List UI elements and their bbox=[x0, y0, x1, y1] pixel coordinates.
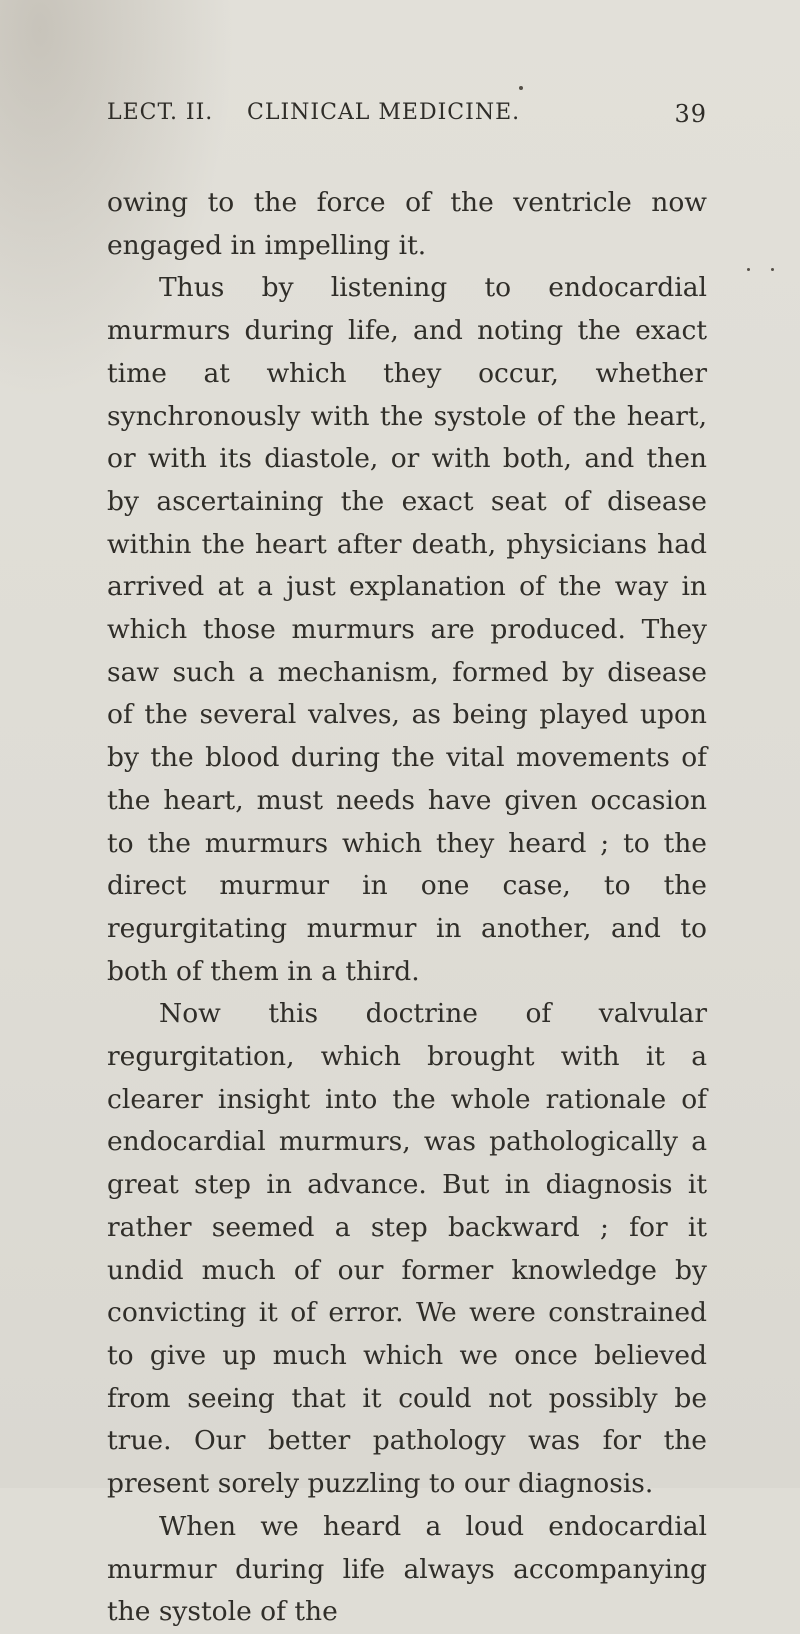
body-text bbox=[107, 182, 707, 1634]
book-title: CLINICAL MEDICINE. bbox=[247, 100, 521, 125]
ink-speck bbox=[747, 268, 750, 271]
page-number: 39 bbox=[674, 100, 707, 128]
paragraph-continuation: owing to the force of the ventricle now engaged in impelling it. bbox=[107, 187, 707, 261]
paragraph: Now this doctrine of valvular regurgitation, which brought with it a clearer insight into the whole rationale of endocardial murmurs, was pathologically a great step in advance. But in diagnosis it rather seemed a step backward ; for it undid much of our former knowledge by convicting it of error. We were constrained to give up much which we once believed from seeing that it could not possibly be true. Our better pathology was for the present sorely puzzling to our diagnosis. bbox=[107, 998, 707, 1500]
running-head bbox=[107, 100, 707, 140]
ink-speck bbox=[519, 86, 523, 90]
paragraph: When we heard a loud endocardial murmur during life always accompanying the systole of the bbox=[107, 1510, 707, 1628]
ink-speck bbox=[771, 268, 774, 271]
paragraph: Thus by listening to endocardial murmurs during life, and noting the exact time at which they occur, whether synchronously with the systole of the heart, or with its diastole, or with both, and then by ascertaining the exact seat of disease within the heart after death, physicians had arrived at a just explanation of the way in which those murmurs are produced. They saw such a mechanism, formed by disease of the several valves, as being played upon by the blood during the vital movements of the heart, must needs have given occasion to the murmurs which they heard ; to the direct murmur in one case, to the regurgitating murmur in another, and to both of them in a third. bbox=[107, 272, 707, 987]
lecture-number: LECT. II. bbox=[107, 100, 214, 125]
